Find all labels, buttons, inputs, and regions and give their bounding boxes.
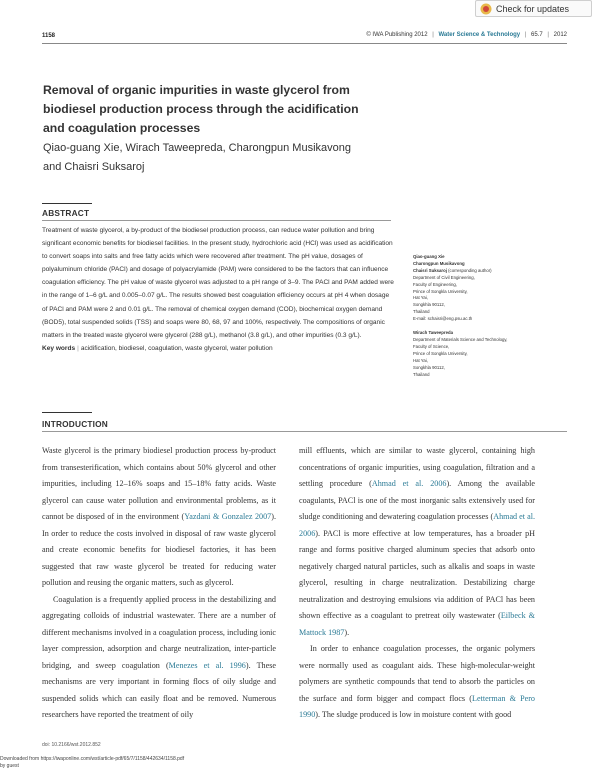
download-guest-line: by guest <box>0 763 19 769</box>
affiliation-line: Thailand <box>413 309 430 315</box>
affiliation-line: Faculty of Science, <box>413 343 450 349</box>
affiliation-line: Department of Materials Science and Technology, <box>413 336 508 342</box>
affiliation-line: (corresponding author) <box>448 267 492 273</box>
check-for-updates-button[interactable] <box>475 0 592 17</box>
affiliation-line: Songkhla 90112, <box>413 302 445 308</box>
affiliation-line: Thailand <box>413 371 430 377</box>
header-divider <box>42 43 567 44</box>
issue-year: 2012 <box>553 32 567 38</box>
introduction-divider <box>42 431 567 432</box>
affiliation-block <box>413 330 583 378</box>
abstract-divider <box>42 220 391 221</box>
affiliation-line: Department of Civil Engineering, <box>413 274 475 280</box>
body-paragraph: Coagulation is a frequently applied process in the destabilizing and aggregating colloids of industrial wastewater. There are a number of different mechanisms involved in a coagulation process, including ionic layer compression, adsorption and charge neutralization, inter-particle bridging, and sweep coagulation (Menezes et al. 1996). These mechanisms are very important in forming flocs of oily sludge and suspended solids which can easily float and be removed. Numerous researchers have reported the treatment of oily <box>42 594 276 719</box>
affiliation-line: Hat Yai, <box>413 357 428 363</box>
affiliation-author: Charongpun Musikavong <box>413 260 465 266</box>
abstract-paragraph: Treatment of waste glycerol, a by-product of the biodiesel production process, can reduce water pollution and bring significant economic benefits for biodiesel facilities. In the present study, hydrochloric acid (HCl) was used as acidification to convert soaps into salts and free fatty acids which were recovered after treatment. The pH value, dosages of polyaluminum chloride (PACl) and dosage of polyacrylamide (PAM) were considered to be the factors that can influence coagulation efficiency. The pH value of waste glycerol was adjusted to a pH range of 3–9. The PACl and PAM added were in the range of 1–6 g/L and 0.005–0.07 g/L. The results showed best coagulation efficiency occurs at pH 4 when dosage of PACl and PAM were 2 and 0.01 g/L. The removal of chemical oxygen demand (COD), biochemical oxygen demand (BOD5), total suspended solids (TSS) and soaps were 80, 68, 97 and 100%, respectively. The compositions of organic matters in the treated waste glycerol were glycerol (288 g/L), methanol (3.8 g/L), and other impurities (0.3 g/L). <box>42 227 394 339</box>
check-updates-icon <box>480 3 492 15</box>
journal-name: Water Science & Technology <box>438 32 521 38</box>
issue-number: 65.7 <box>531 32 543 38</box>
body-paragraph: mill effluents, which are similar to waste glycerol, containing high concentrations of organic impurities, using coagulation, filtration and a settling procedure (Ahmad et al. 2006). Among the available coagulants, PACl is one of the most inorganic salts extensively used for sludge conditioning and dewatering coagulation processes (Ahmad et al. 2006). PACl is more effective at low temperatures, has a broader pH range and forms positive charged aluminum species that adsorb onto negatively charged natural particles, such as alkalis and soaps in waste glycerol, resulting in charge neutralization. Destabilizing charge neutralization and destroying emulsions via addition of PACl has been shown effective as a coagulant to pretreat oily wastewater (Eilbeck & Mattock 1987). <box>299 446 536 637</box>
affiliation-line: Prince of Songkla University, <box>413 350 468 356</box>
running-header <box>366 32 567 38</box>
abstract-body <box>42 224 394 355</box>
abstract-heading-accent <box>42 203 92 204</box>
header-separator: | <box>547 32 549 38</box>
affiliation-line: Songkhla 90112, <box>413 364 445 370</box>
page-number: 1158 <box>42 33 56 39</box>
check-for-updates-label: Check for updates <box>496 3 570 14</box>
citation-link[interactable]: Menezes et al. 1996 <box>168 660 246 670</box>
body-column-left <box>42 443 276 724</box>
keywords-separator: | <box>77 344 79 352</box>
affiliation-email: E-mail: schaisri@eng.psu.ac.th <box>413 316 473 322</box>
introduction-heading: INTRODUCTION <box>42 419 109 429</box>
affiliation-line: Faculty of Engineering, <box>413 281 457 287</box>
keywords-list: acidification, biodiesel, coagulation, waste glycerol, water pollution <box>80 344 273 352</box>
header-separator: | <box>432 32 434 38</box>
citation-link[interactable]: Ahmad et al. 2006 <box>371 479 447 488</box>
citation-link[interactable]: Eilbeck & Mattock 1987 <box>299 611 535 637</box>
introduction-heading-accent <box>42 412 92 413</box>
download-notice <box>0 756 600 770</box>
affiliation-author: Qiao-guang Xie <box>413 254 445 259</box>
affiliation-author: Chaisri Suksaroj <box>413 267 447 273</box>
doi-text: doi: 10.2166/wst.2012.852 <box>42 742 101 748</box>
citation-link[interactable]: Letterman & Pero 1990 <box>299 693 535 719</box>
affiliation-author: Wirach Taweepreda <box>413 330 453 336</box>
citation-link[interactable]: Ahmad et al. 2006 <box>299 512 535 538</box>
affiliation-block <box>413 254 583 323</box>
article-title: Removal of organic impurities in waste glycerol from biodiesel production process through the acidification and coagulation processes <box>43 83 359 135</box>
copyright-text: © IWA Publishing 2012 <box>366 32 428 38</box>
header-separator: | <box>524 32 527 38</box>
citation-link[interactable]: Yazdani & Gonzalez 2007 <box>184 512 272 521</box>
author-list: Qiao-guang Xie, Wirach Taweepreda, Charongpun Musikavong and Chaisri Suksaroj <box>43 142 351 173</box>
affiliation-line: Hat Yai, <box>413 295 428 301</box>
author-affiliations <box>413 254 583 385</box>
body-paragraph: In order to enhance coagulation processes, the organic polymers were normally used as coagulant aids. These high-molecular-weight polymers are synthetic compounds that tend to absorb the particles on the surface and form bigger and compact flocs (Letterman & Pero 1990). The sludge produced is low in moisture content with good <box>299 644 535 719</box>
body-paragraph: Waste glycerol is the primary biodiesel production process by-product from transesterification, which contains about 50% glycerol and other impurities, including 12–16% soaps and 15–18% fatty acids. Waste glycerol can cause water pollution and environmental problems, as it cannot be disposed of in the environment (Yazdani & Gonzalez 2007). In order to reduce the costs involved in disposal of raw waste glycerol and create economic benefits for biodiesel factories, it has been suggested that raw waste glycerol be treated for reducing water pollution and reusing the organic matters, such as glycerol. <box>42 446 276 587</box>
body-column-right <box>299 443 535 724</box>
keywords-label: Key words <box>42 344 76 352</box>
abstract-heading: ABSTRACT <box>42 208 90 218</box>
download-url-line: Downloaded from https://iwaponline.com/wst/article-pdf/65/7/1158/442634/1158.pdf <box>0 756 185 762</box>
affiliation-line: Prince of Songkla University, <box>413 288 468 294</box>
